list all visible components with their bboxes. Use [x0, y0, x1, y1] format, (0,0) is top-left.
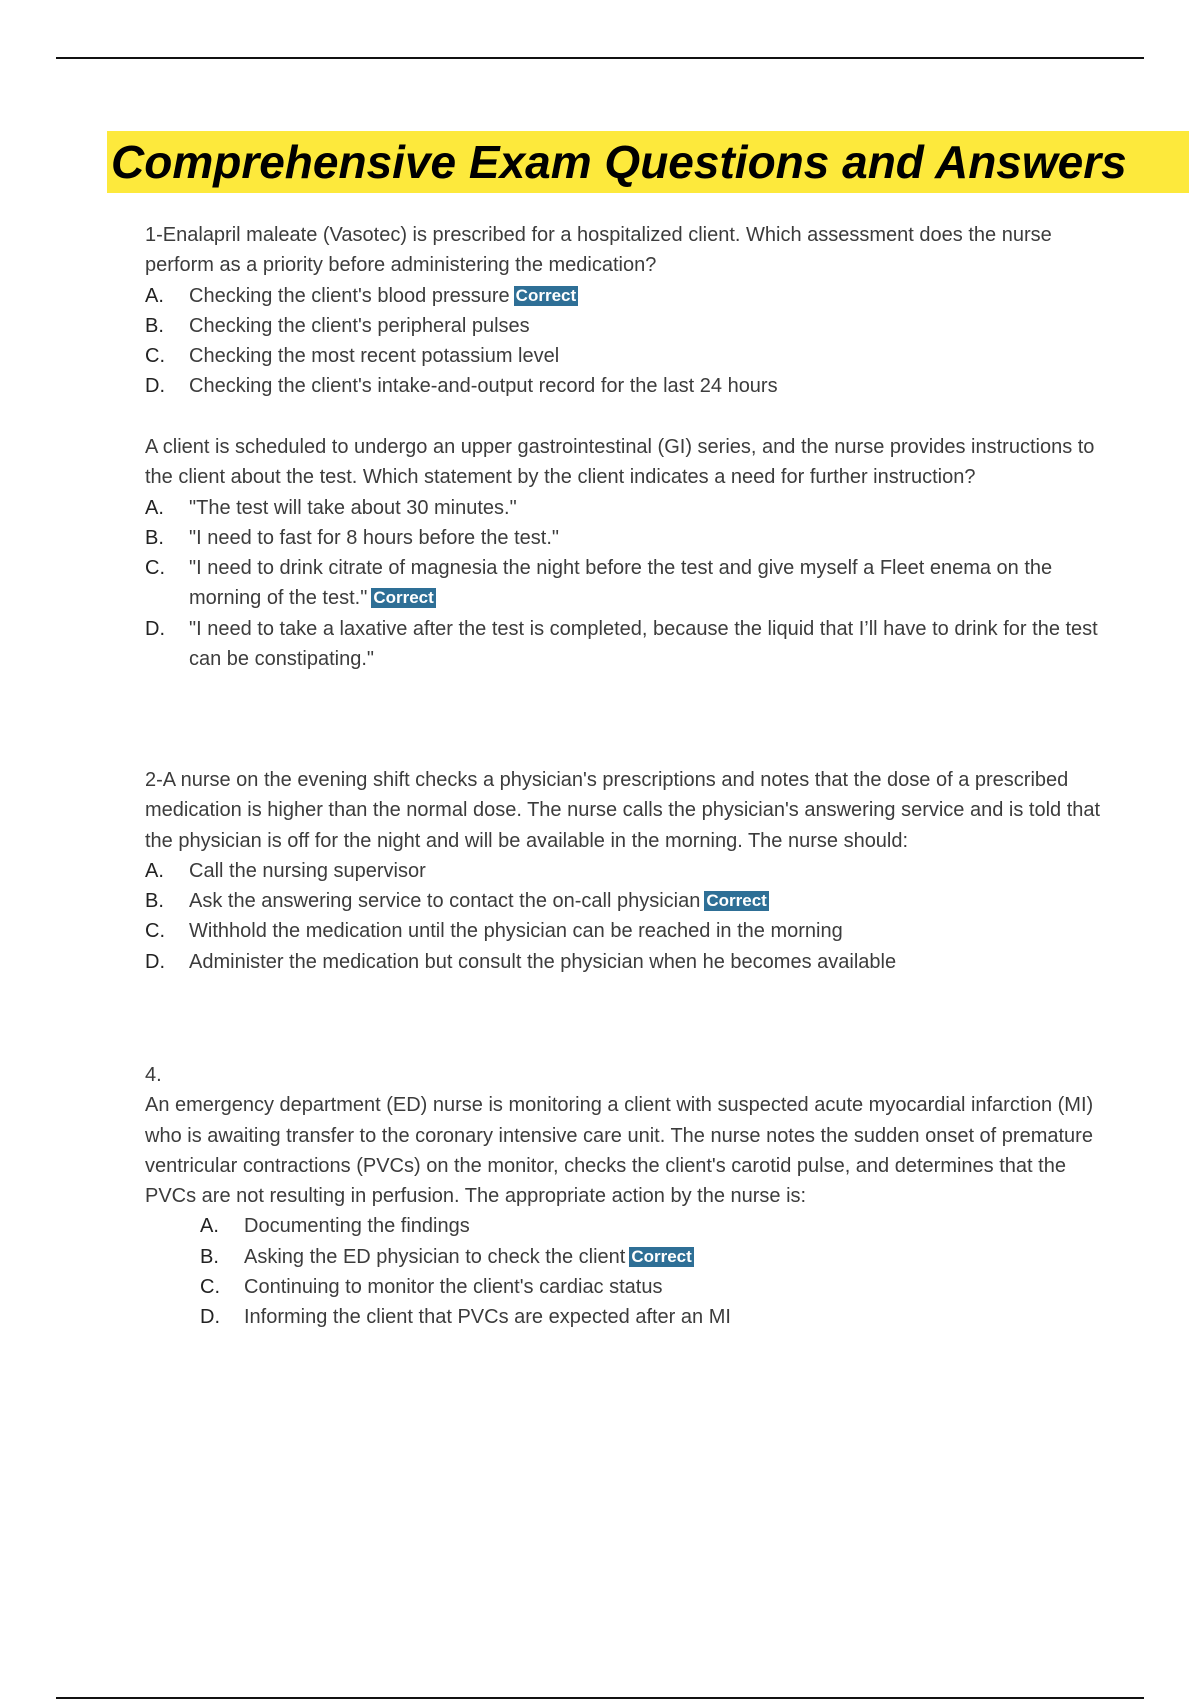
question-2 — [145, 432, 1105, 674]
option-a — [200, 1211, 1105, 1241]
option-letter: A. — [145, 284, 164, 307]
option-a — [145, 493, 1105, 523]
page-title: Comprehensive Exam Questions and Answers — [107, 131, 1189, 193]
top-rule — [56, 57, 1144, 59]
option-text: Informing the client that PVCs are expected after an MI — [244, 1306, 731, 1329]
option-letter: C. — [145, 345, 165, 368]
question-1 — [145, 220, 1105, 402]
question-stem: 2-A nurse on the evening shift checks a physician's prescriptions and notes that the dose of a prescribed medication is higher than the normal dose. The nurse calls the physician's answering service and is told that the physician is off for the night and will be available in the morning. The nurse should: — [145, 769, 1101, 852]
option-text: Call the nursing supervisor — [189, 859, 426, 882]
option-text: Checking the most recent potassium level — [189, 345, 560, 368]
option-a — [145, 856, 1105, 886]
question-number: 4. — [145, 1064, 162, 1086]
correct-badge: Correct — [515, 285, 577, 305]
option-letter: A. — [145, 496, 164, 519]
option-letter: B. — [145, 890, 164, 913]
option-text: Asking the ED physician to check the client — [244, 1245, 626, 1268]
option-text: Continuing to monitor the client's cardiac status — [244, 1276, 663, 1299]
option-letter: C. — [145, 920, 165, 943]
option-letter: C. — [145, 557, 165, 580]
option-text: Checking the client's intake-and-output record for the last 24 hours — [189, 375, 778, 398]
option-b — [145, 311, 1105, 341]
option-c — [145, 916, 1105, 946]
option-c — [145, 553, 1105, 614]
question-stem: An emergency department (ED) nurse is monitoring a client with suspected acute myocardial infarction (MI) who is awaiting transfer to the coronary intensive care unit. The nurse notes the sudden onset of premature ventricular contractions (PVCs) on the monitor, checks the client's carotid pulse, and determines that the PVCs are not resulting in perfusion. The appropriate action by the nurse is: — [145, 1094, 1094, 1208]
option-c — [145, 341, 1105, 371]
option-text: Documenting the findings — [244, 1215, 470, 1238]
option-text: "I need to drink citrate of magnesia the night before the test and give myself a Fleet enema on the morning of the test." — [189, 557, 1053, 610]
option-letter: D. — [200, 1306, 220, 1329]
option-d — [200, 1302, 1105, 1332]
option-d — [145, 371, 1105, 401]
option-text: "The test will take about 30 minutes." — [189, 496, 517, 519]
answer-options — [145, 493, 1105, 675]
question-stem: A client is scheduled to undergo an upper gastrointestinal (GI) series, and the nurse provides instructions to the client about the test. Which statement by the client indicates a need for further instruction? — [145, 436, 1095, 489]
option-text: Checking the client's peripheral pulses — [189, 314, 530, 337]
option-a — [145, 281, 1105, 311]
option-b — [145, 523, 1105, 553]
option-text: "I need to take a laxative after the test is completed, because the liquid that I’ll have to drink for the test can be constipating." — [189, 617, 1098, 671]
option-letter: B. — [145, 314, 164, 337]
correct-badge: Correct — [631, 1246, 692, 1266]
answer-options — [145, 281, 1105, 402]
option-b — [145, 886, 1105, 916]
option-letter: D. — [145, 617, 165, 640]
option-letter: B. — [145, 526, 164, 549]
question-3 — [145, 765, 1105, 977]
option-text: "I need to fast for 8 hours before the test." — [189, 526, 559, 549]
bottom-rule — [56, 1697, 1144, 1699]
option-letter: B. — [200, 1245, 219, 1268]
question-4 — [145, 1060, 1105, 1333]
correct-badge: Correct — [373, 588, 434, 608]
option-d — [145, 614, 1105, 675]
option-b — [200, 1242, 1105, 1272]
answer-options — [200, 1211, 1105, 1332]
option-letter: D. — [145, 375, 165, 398]
answer-options — [145, 856, 1105, 977]
option-text: Checking the client's blood pressure — [189, 284, 510, 307]
option-letter: C. — [200, 1276, 220, 1299]
option-text: Administer the medication but consult the physician when he becomes available — [189, 950, 897, 973]
correct-badge: Correct — [706, 891, 767, 911]
option-c — [200, 1272, 1105, 1302]
option-d — [145, 947, 1105, 977]
option-letter: A. — [200, 1215, 219, 1238]
option-text: Ask the answering service to contact the on-call physician — [189, 890, 701, 913]
option-letter: D. — [145, 950, 165, 973]
option-letter: A. — [145, 859, 164, 882]
question-stem: 1-Enalapril maleate (Vasotec) is prescribed for a hospitalized client. Which assessment does the nurse perform as a priority before administering the medication? — [145, 224, 1052, 277]
option-text: Withhold the medication until the physician can be reached in the morning — [189, 920, 843, 943]
